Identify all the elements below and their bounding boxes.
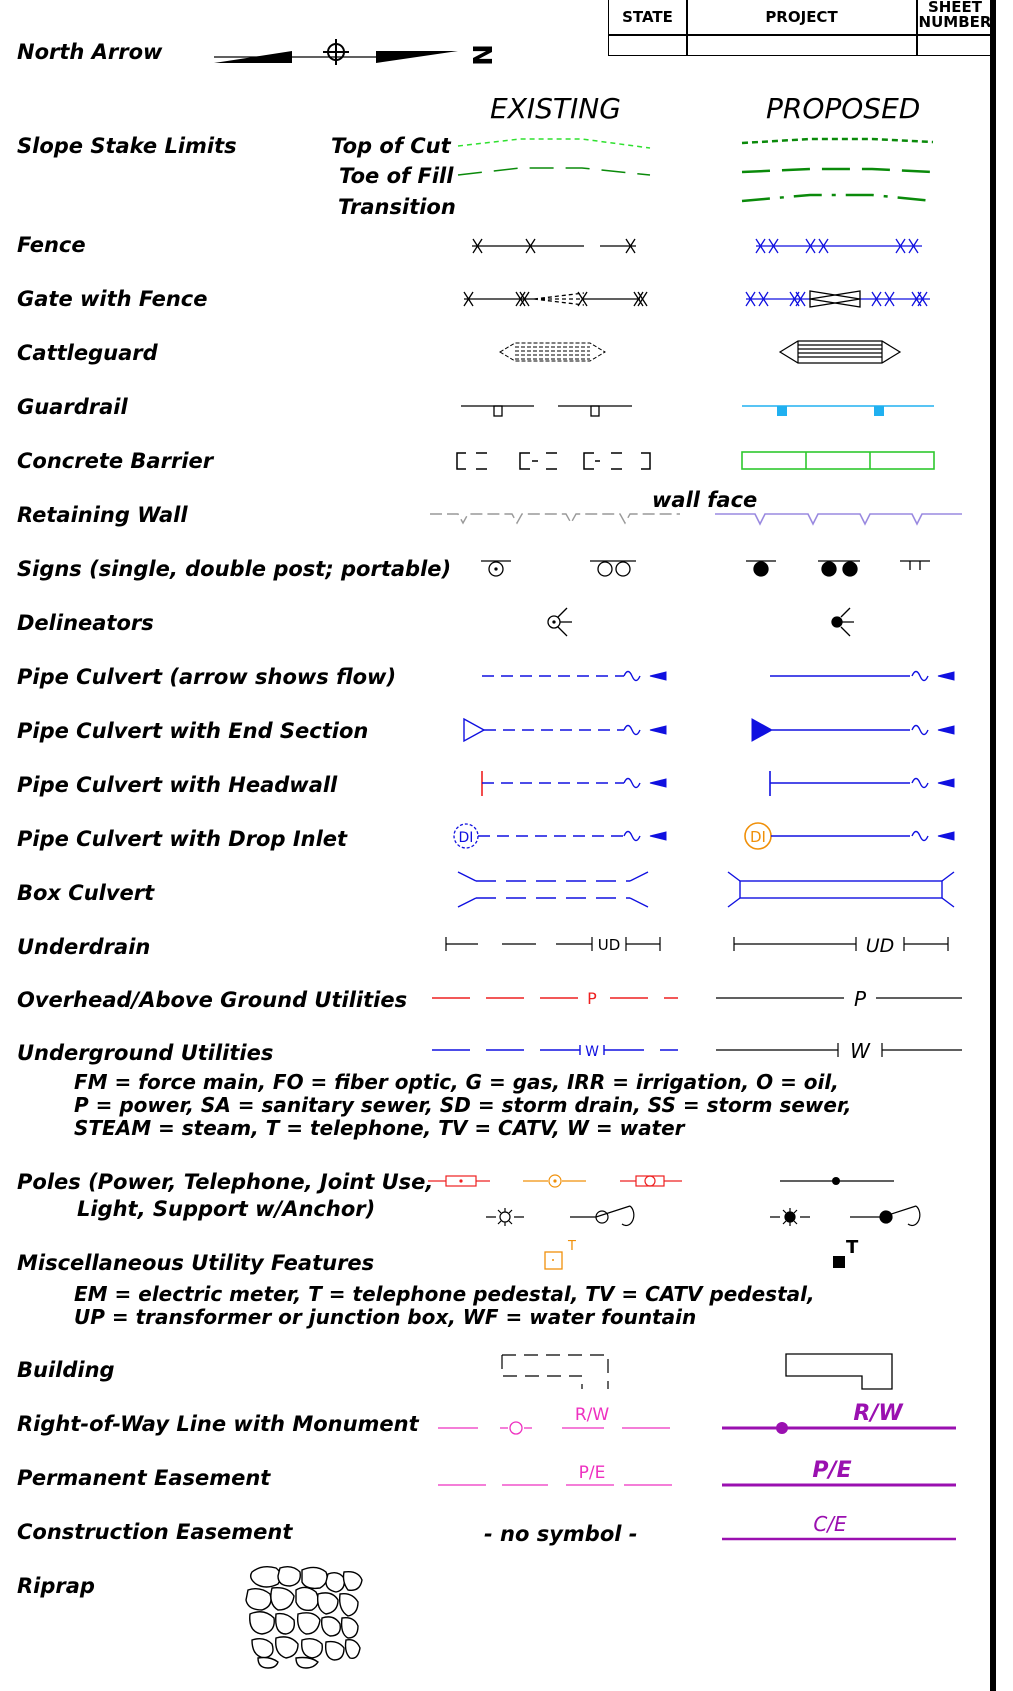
guardrail-proposed-icon xyxy=(742,406,934,416)
underdrain-text-proposed: UD xyxy=(865,935,895,957)
overhead-text-proposed: P xyxy=(853,987,867,1011)
fence-existing-icon xyxy=(472,239,636,253)
pipe-culvert-existing-icon xyxy=(482,672,666,681)
underdrain-text-existing: UD xyxy=(597,936,621,954)
pipe-culvert-headwall-existing-icon xyxy=(482,771,666,796)
project-header: PROJECT xyxy=(765,8,838,26)
fence-proposed-icon xyxy=(756,239,922,253)
drop-inlet-text-existing: DI xyxy=(458,830,474,846)
concrete-barrier-proposed-icon xyxy=(742,452,934,469)
permanent-easement-label: Permanent Easement xyxy=(17,1466,271,1490)
underground-utilities-label: Underground Utilities xyxy=(17,1041,274,1065)
cattleguard-label: Cattleguard xyxy=(17,341,158,365)
overhead-text-existing: P xyxy=(587,989,597,1008)
pipe-culvert-end-section-proposed-icon xyxy=(752,719,954,741)
pedestal-text-existing: T xyxy=(568,1239,576,1254)
gate-with-fence-label: Gate with Fence xyxy=(17,287,208,311)
retaining-wall-proposed-icon xyxy=(715,514,962,524)
ce-text-proposed: C/E xyxy=(813,1512,847,1536)
cattleguard-proposed-icon xyxy=(780,341,900,363)
pipe-culvert-label: Pipe Culvert (arrow shows flow) xyxy=(17,665,397,689)
underground-text-existing: W xyxy=(585,1044,599,1060)
underdrain-label: Underdrain xyxy=(17,935,151,959)
top-of-cut-label: Top of Cut xyxy=(331,134,451,158)
underground-utility-proposed-icon xyxy=(716,1039,962,1063)
pe-text-existing: P/E xyxy=(578,1463,606,1483)
riprap-label: Riprap xyxy=(17,1574,95,1598)
misc-note-line1: EM = electric meter, T = telephone pedestal, TV = CATV pedestal, xyxy=(74,1282,815,1306)
permanent-easement-proposed-icon xyxy=(722,1458,956,1485)
riprap-icon xyxy=(246,1567,362,1668)
wall-face-label: wall face xyxy=(652,488,758,512)
retaining-wall-label: Retaining Wall xyxy=(17,503,188,527)
no-symbol-label: - no symbol - xyxy=(484,1522,638,1546)
transition-label: Transition xyxy=(338,195,456,219)
pedestal-text-proposed: T xyxy=(846,1237,859,1258)
delineator-proposed-icon xyxy=(832,608,854,636)
slope-stake-existing-lines xyxy=(458,139,650,175)
pipe-culvert-headwall-proposed-icon xyxy=(770,771,954,796)
telephone-pedestal-proposed-icon xyxy=(833,1237,859,1268)
misc-utility-label: Miscellaneous Utility Features xyxy=(17,1251,375,1275)
underdrain-existing-icon xyxy=(446,936,660,954)
poles-existing-icons xyxy=(428,1175,682,1226)
row-text-proposed: R/W xyxy=(853,1401,903,1426)
poles-label-line2: Light, Support w/Anchor) xyxy=(77,1197,376,1221)
toe-of-fill-label: Toe of Fill xyxy=(339,164,454,188)
pipe-culvert-headwall-label: Pipe Culvert with Headwall xyxy=(17,773,338,797)
overhead-utilities-label: Overhead/Above Ground Utilities xyxy=(17,988,408,1012)
overhead-utility-proposed-icon xyxy=(716,987,962,1011)
pipe-culvert-drop-inlet-label: Pipe Culvert with Drop Inlet xyxy=(17,827,348,851)
underdrain-proposed-icon xyxy=(734,935,948,957)
slope-stake-limits-label: Slope Stake Limits xyxy=(17,134,237,158)
pipe-culvert-drop-inlet-proposed-icon xyxy=(745,823,954,849)
poles-label-line1: Poles (Power, Telephone, Joint Use, xyxy=(17,1170,434,1194)
north-letter: N xyxy=(466,44,496,66)
construction-easement-proposed-icon xyxy=(722,1512,956,1539)
permanent-easement-existing-icon xyxy=(438,1463,672,1485)
guardrail-existing-icon xyxy=(461,406,632,416)
north-arrow-icon xyxy=(214,39,496,66)
row-line-label: Right-of-Way Line with Monument xyxy=(17,1412,419,1436)
retaining-wall-existing-icon xyxy=(430,514,680,523)
box-culvert-label: Box Culvert xyxy=(17,881,155,905)
cattleguard-existing-icon xyxy=(500,343,605,361)
underground-text-proposed: W xyxy=(850,1039,870,1063)
delineators-label: Delineators xyxy=(17,611,154,635)
pipe-culvert-end-section-label: Pipe Culvert with End Section xyxy=(17,719,369,743)
building-existing-icon xyxy=(502,1355,608,1389)
guardrail-label: Guardrail xyxy=(17,395,128,419)
row-proposed-icon xyxy=(722,1401,956,1434)
overhead-utility-existing-icon xyxy=(432,989,678,1008)
signs-label: Signs (single, double post; portable) xyxy=(17,557,452,581)
pipe-culvert-drop-inlet-existing-icon xyxy=(454,824,666,848)
building-label: Building xyxy=(17,1358,115,1382)
building-proposed-icon xyxy=(786,1354,892,1389)
concrete-barrier-existing-icon xyxy=(457,453,650,469)
row-existing-icon xyxy=(438,1405,670,1434)
pe-text-proposed: P/E xyxy=(812,1458,852,1483)
box-culvert-existing-icon xyxy=(458,872,648,907)
box-culvert-proposed-icon xyxy=(728,872,954,907)
sheet-number-line1: SHEET xyxy=(927,0,983,16)
row-text-existing: R/W xyxy=(574,1405,610,1425)
telephone-pedestal-existing-icon xyxy=(545,1239,576,1269)
fence-label: Fence xyxy=(17,233,86,257)
pipe-culvert-end-section-existing-icon xyxy=(464,719,666,741)
drop-inlet-text-proposed: DI xyxy=(750,828,766,846)
poles-proposed-icons xyxy=(770,1177,920,1226)
sheet-number-line2: NUMBER xyxy=(918,13,992,31)
misc-note-line2: UP = transformer or junction box, WF = water fountain xyxy=(74,1305,697,1329)
concrete-barrier-label: Concrete Barrier xyxy=(17,449,214,473)
proposed-column-header: PROPOSED xyxy=(766,92,921,125)
utilities-note-line3: STEAM = steam, T = telephone, TV = CATV, W = water xyxy=(74,1116,685,1140)
delineator-existing-icon xyxy=(548,608,572,636)
north-arrow-label: North Arrow xyxy=(17,40,163,64)
construction-easement-label: Construction Easement xyxy=(17,1520,293,1544)
gate-existing-icon xyxy=(464,292,647,306)
sign-proposed-icons xyxy=(746,561,930,576)
gate-proposed-icon xyxy=(746,291,930,307)
utilities-note-line2: P = power, SA = sanitary sewer, SD = storm drain, SS = storm sewer, xyxy=(74,1093,852,1117)
sign-existing-icons xyxy=(481,561,636,576)
slope-stake-proposed-lines xyxy=(742,139,933,201)
underground-utility-existing-icon xyxy=(432,1044,678,1060)
pipe-culvert-proposed-icon xyxy=(770,672,954,681)
utilities-note-line1: FM = force main, FO = fiber optic, G = gas, IRR = irrigation, O = oil, xyxy=(74,1070,839,1094)
state-header: STATE xyxy=(622,8,673,26)
existing-column-header: EXISTING xyxy=(490,92,621,125)
